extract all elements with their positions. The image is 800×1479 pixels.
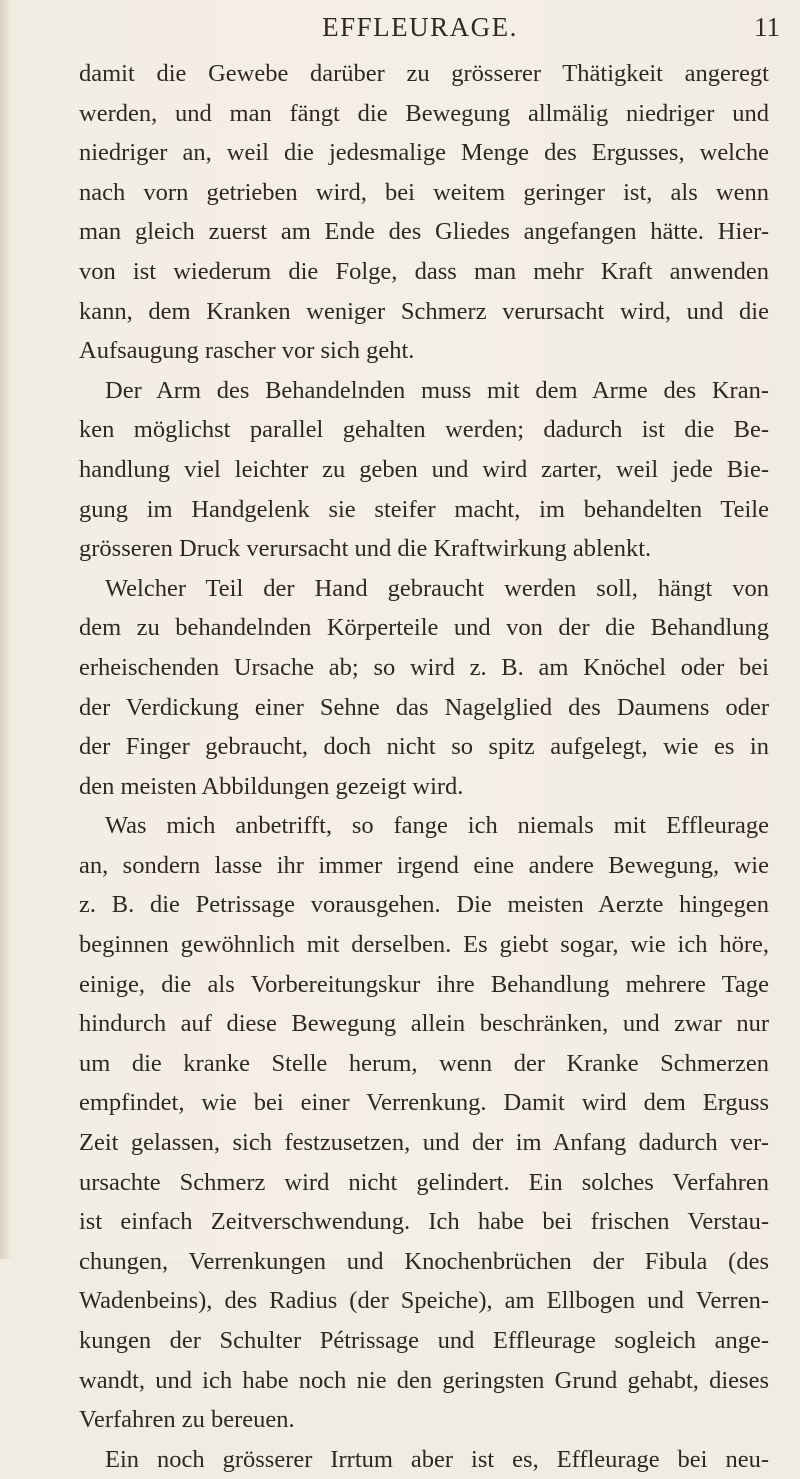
- text-line: gung im Handgelenk sie steifer macht, im behandelten Teile: [79, 495, 769, 523]
- text-line: Verfahren zu bereuen.: [79, 1406, 295, 1434]
- text-line: man gleich zuerst am Ende des Gliedes angefangen hätte. Hier-: [79, 218, 769, 246]
- text-line: Welcher Teil der Hand gebraucht werden soll, hängt von: [105, 574, 769, 602]
- text-line: ursachte Schmerz wird nicht gelindert. Ein solches Verfahren: [79, 1168, 769, 1196]
- text-line: Ein noch grösserer Irrtum aber ist es, Effleurage bei neu-: [105, 1445, 769, 1473]
- text-line: beginnen gewöhnlich mit derselben. Es giebt sogar, wie ich höre,: [79, 931, 769, 959]
- text-line: Wadenbeins), des Radius (der Speiche), am Ellbogen und Verren-: [79, 1287, 769, 1315]
- text-line: einige, die als Vorbereitungskur ihre Behandlung mehrere Tage: [79, 970, 769, 998]
- page-gutter-shadow: [0, 0, 10, 1259]
- text-line: der Verdickung einer Sehne das Nagelglied des Daumens oder: [79, 693, 769, 721]
- text-line: empfindet, wie bei einer Verrenkung. Damit wird dem Erguss: [79, 1089, 769, 1117]
- text-line: erheischenden Ursache ab; so wird z. B. am Knöchel oder bei: [79, 653, 769, 681]
- text-line: ken möglichst parallel gehalten werden; dadurch ist die Be-: [79, 416, 769, 444]
- text-line: z. B. die Petrissage vorausgehen. Die meisten Aerzte hingegen: [79, 891, 769, 919]
- text-line: nach vorn getrieben wird, bei weitem geringer ist, als wenn: [79, 178, 769, 206]
- body-text: [79, 54, 769, 1479]
- text-line: chungen, Verrenkungen und Knochenbrüchen der Fibula (des: [79, 1247, 769, 1275]
- text-line: ist einfach Zeitverschwendung. Ich habe bei frischen Verstau-: [79, 1208, 769, 1236]
- text-line: kann, dem Kranken weniger Schmerz verursacht wird, und die: [79, 297, 769, 325]
- text-line: der Finger gebraucht, doch nicht so spitz aufgelegt, wie es in: [79, 733, 769, 761]
- running-title: EFFLEURAGE.: [322, 12, 518, 42]
- text-line: handlung viel leichter zu geben und wird zarter, weil jede Bie-: [79, 455, 769, 483]
- text-line: um die kranke Stelle herum, wenn der Kranke Schmerzen: [79, 1049, 769, 1077]
- text-line: wandt, und ich habe noch nie den geringsten Grund gehabt, dieses: [79, 1366, 769, 1394]
- text-line: hindurch auf diese Bewegung allein beschränken, und zwar nur: [79, 1010, 769, 1038]
- text-line: Aufsaugung rascher vor sich geht.: [79, 337, 415, 365]
- running-head: [60, 12, 780, 48]
- text-line: Zeit gelassen, sich festzusetzen, und der im Anfang dadurch ver-: [79, 1129, 769, 1157]
- text-line: den meisten Abbildungen gezeigt wird.: [79, 772, 464, 800]
- text-line: niedriger an, weil die jedesmalige Menge des Ergusses, welche: [79, 139, 769, 167]
- text-line: grösseren Druck verursacht und die Kraftwirkung ablenkt.: [79, 535, 652, 563]
- text-line: dem zu behandelnden Körperteile und von der die Behandlung: [79, 614, 769, 642]
- text-line: kungen der Schulter Pétrissage und Effleurage sogleich ange-: [79, 1327, 769, 1354]
- text-line: damit die Gewebe darüber zu grösserer Thätigkeit angeregt: [79, 60, 769, 87]
- page-number: 11: [754, 12, 780, 42]
- text-line: an, sondern lasse ihr immer irgend eine andere Bewegung, wie: [79, 851, 769, 879]
- text-line: Der Arm des Behandelnden muss mit dem Arme des Kran-: [105, 376, 769, 404]
- text-line: werden, und man fängt die Bewegung allmälig niedriger und: [79, 99, 769, 127]
- text-line: von ist wiederum die Folge, dass man mehr Kraft anwenden: [79, 257, 769, 285]
- text-line: Was mich anbetrifft, so fange ich niemals mit Effleurage: [105, 812, 769, 840]
